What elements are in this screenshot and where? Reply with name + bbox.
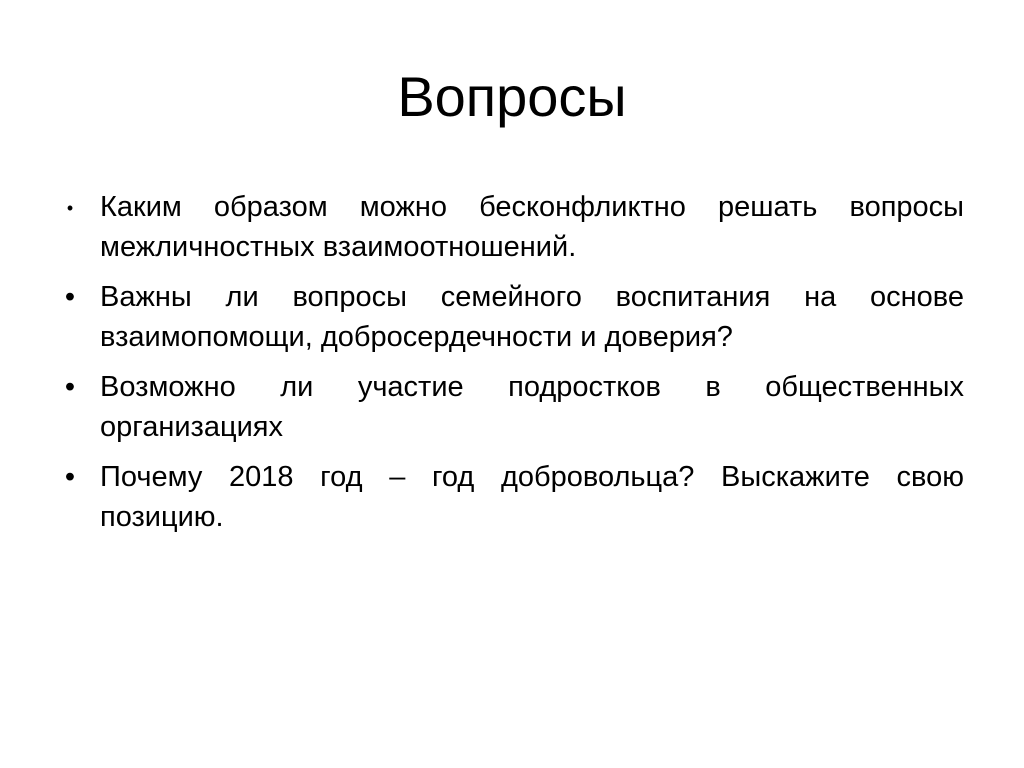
bullet-marker: • — [66, 198, 74, 218]
bullet-marker: • — [64, 371, 76, 403]
bullet-text: Важны ли вопросы семейного воспитания на основе взаимопомощи, добросердечности и доверия? — [100, 281, 964, 353]
bullet-item — [60, 457, 964, 537]
slide-title: Вопросы — [397, 65, 627, 128]
bullet-text: Возможно ли участие подростков в общественных организациях — [100, 371, 964, 443]
bullet-item — [60, 277, 964, 357]
bullet-list — [60, 187, 964, 547]
bullet-marker: • — [64, 461, 76, 493]
bullet-marker: • — [64, 281, 76, 313]
bullet-item — [60, 187, 964, 267]
bullet-text: Почему 2018 год – год добровольца? Выскажите свою позицию. — [100, 461, 964, 533]
bullet-text: Каким образом можно бесконфликтно решать вопросы межличностных взаимоотношений. — [100, 191, 964, 263]
bullet-item — [60, 367, 964, 447]
